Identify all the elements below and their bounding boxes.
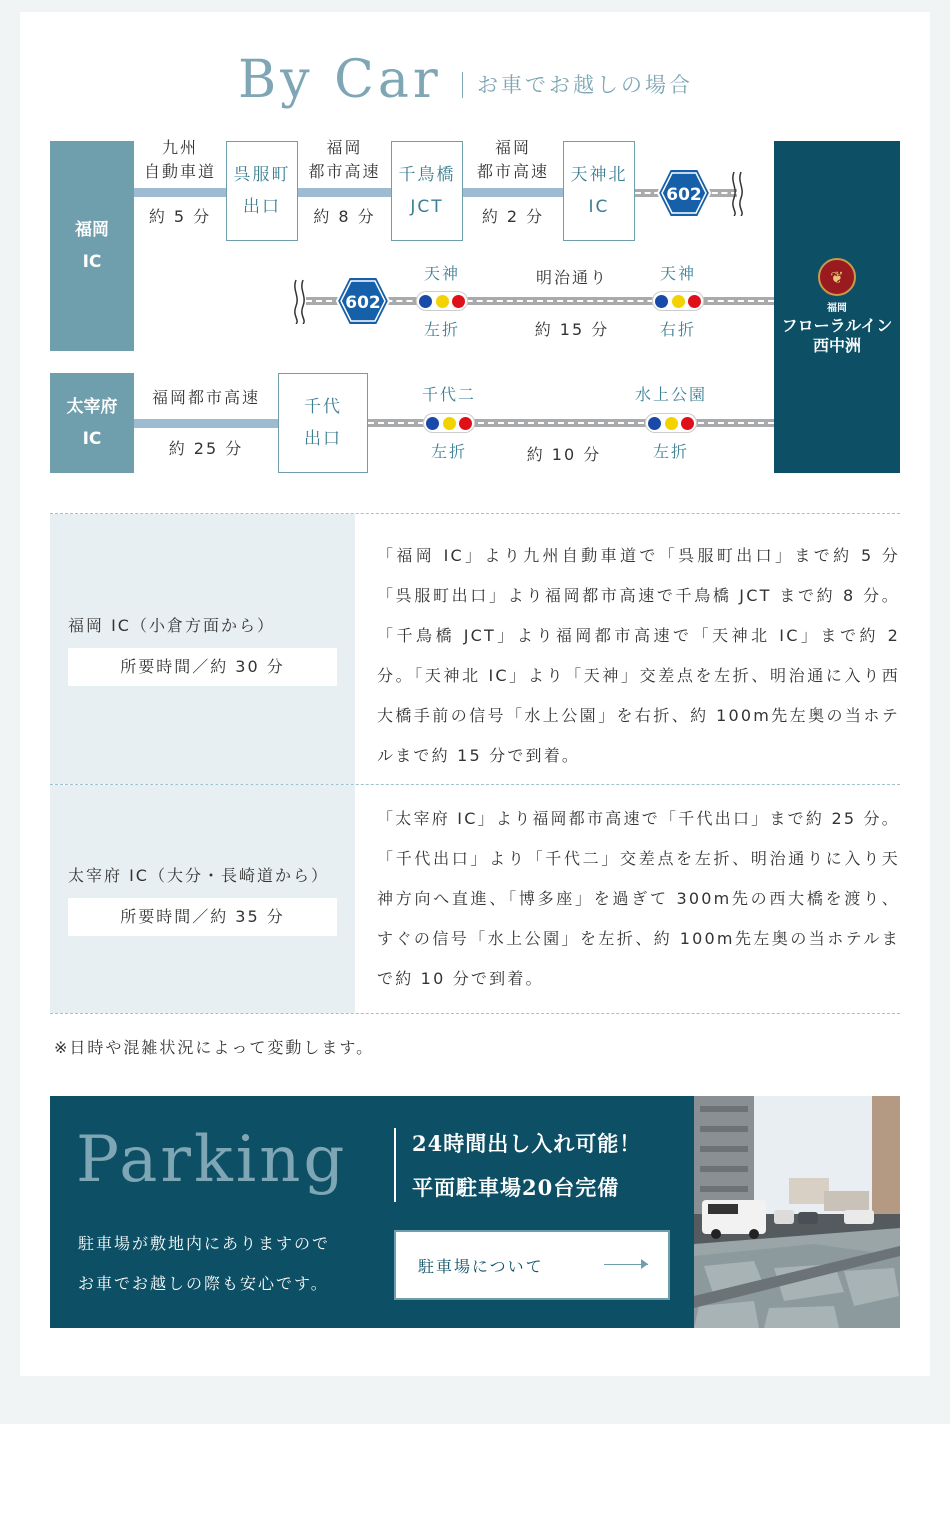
mizukami-light-top: 水上公園	[634, 385, 707, 404]
tenjin-light-top: 天神	[423, 264, 460, 283]
parking-button-label: 駐車場について	[418, 1256, 544, 1276]
seg1-name-line1: 九州	[161, 138, 198, 157]
road-segment	[134, 188, 226, 197]
road-segment	[134, 419, 278, 428]
dazaifu-ic-label-2: IC	[82, 429, 102, 449]
parking-headline-1: 24時間出し入れ可能！	[412, 1131, 642, 1156]
dazaifu-ic-label: 太宰府	[66, 397, 118, 417]
parking-info-button[interactable]	[394, 1230, 670, 1300]
parking-desc-line1: 駐車場が敷地内にありますので	[78, 1234, 331, 1253]
route-name: 太宰府 IC（大分・長崎道から）	[68, 865, 329, 885]
meiji-dori-time: 約 15 分	[534, 320, 610, 339]
dazaifu-seg1-time: 約 25 分	[168, 439, 244, 458]
tenjin-light2-top: 天神	[659, 264, 696, 283]
route-summary	[50, 785, 355, 1013]
shield-number: 602	[666, 185, 702, 205]
seg3-name	[463, 136, 563, 184]
chidoribashi-jct-box	[391, 141, 463, 241]
fukuoka-ic-label-2: IC	[82, 252, 102, 272]
seg2-time: 約 8 分	[313, 207, 376, 226]
seg2-name	[298, 136, 391, 184]
hotel-emblem-icon: ❦	[818, 258, 856, 296]
box-label-2: 出口	[304, 429, 342, 449]
route-time: 所要時間／約 30 分	[68, 648, 337, 686]
footnote: ※日時や混雑状況によって変動します。	[54, 1038, 375, 1057]
arrow-right-icon	[604, 1264, 648, 1265]
seg3-name-line2: 都市高速	[476, 162, 549, 181]
seg1-name	[134, 136, 226, 184]
hotel-block	[774, 141, 900, 473]
box-label: 呉服町	[233, 165, 291, 185]
box-label-2: 出口	[243, 197, 281, 217]
seg2-name-line2: 都市高速	[308, 162, 381, 181]
page-subtitle: お車でお越しの場合	[462, 72, 693, 98]
traffic-light-icon	[423, 413, 475, 433]
hotel-city: 福岡	[827, 303, 847, 314]
parking-headline	[412, 1122, 641, 1210]
shield-number: 602	[345, 293, 381, 313]
chiyo-exit-box	[278, 373, 368, 473]
route-602-shield-icon	[335, 275, 391, 327]
divider	[394, 1128, 396, 1202]
meiji-dori-name: 明治通り	[535, 268, 608, 287]
parking-desc-line2: お車でお越しの際も安心です。	[78, 1274, 329, 1293]
route-description: 「福岡 IC」より九州自動車道で「呉服町出口」まで約 5 分「呉服町出口」より福岡都市高速で千鳥橋 JCT まで約 8 分。「千鳥橋 JCT」より福岡都市高速で「天神北 IC」まで約 2 分。「天神北 IC」より「天神」交差点を左折、明治通に入り西大橋手前の信号「水上公園」を右折、約 100m先左奥の当ホテルまで約 15 分で到着。	[377, 546, 900, 765]
route-row	[50, 785, 900, 1014]
parking-description	[78, 1224, 330, 1304]
road-segment	[463, 188, 563, 197]
road-break-icon	[728, 170, 748, 216]
hotel-name: フローラルイン	[781, 316, 893, 335]
dazaifu-mid-time: 約 10 分	[526, 445, 602, 464]
route-time: 所要時間／約 35 分	[68, 898, 337, 936]
parking-lot-photo	[694, 1096, 900, 1328]
parking-headline-2: 平面駐車場20台完備	[412, 1175, 620, 1200]
page-title: By Car	[238, 50, 442, 110]
seg3-name-line1: 福岡	[494, 138, 531, 157]
fukuoka-ic-label: 福岡	[75, 220, 109, 240]
tenjinkita-ic-box	[563, 141, 635, 241]
dazaifu-seg1-name: 福岡都市高速	[151, 388, 260, 407]
traffic-light-icon	[416, 291, 468, 311]
route-description: 「太宰府 IC」より福岡都市高速で「千代出口」まで約 25 分。「千代出口」より「千代二」交差点を左折、明治通りに入り天神方向へ直進、「博多座」を過ぎて 300m先の西大橋を渡り、すぐの信号「水上公園」を左折、約 100m先左奥の当ホテルまで約 10 分で到着。	[377, 809, 900, 988]
seg1-time: 約 5 分	[148, 207, 212, 226]
parking-section	[50, 1096, 900, 1328]
mizukami-light-bottom: 左折	[652, 442, 689, 461]
route-name: 福岡 IC（小倉方面から）	[68, 615, 275, 635]
chiyoni-light-top: 千代二	[421, 385, 476, 404]
seg1-name-line2: 自動車道	[143, 162, 216, 181]
route-table	[50, 513, 900, 1014]
box-label: 千代	[304, 397, 342, 417]
lower-band	[0, 1424, 950, 1520]
tenjin-light2-bottom: 右折	[659, 320, 696, 339]
seg2-name-line1: 福岡	[326, 138, 363, 157]
traffic-light-icon	[652, 291, 704, 311]
hotel-name-2: 西中洲	[812, 336, 861, 355]
chiyoni-light-bottom: 左折	[430, 442, 467, 461]
route-summary	[50, 514, 355, 784]
box-label-2: IC	[588, 197, 610, 217]
seg3-time: 約 2 分	[481, 207, 545, 226]
parking-title: Parking	[76, 1123, 348, 1197]
box-label: 千鳥橋	[398, 165, 456, 185]
tenjin-light-bottom: 左折	[423, 320, 460, 339]
dazaifu-ic-block	[50, 373, 134, 473]
kurefukumachi-exit-box	[226, 141, 298, 241]
box-label-2: JCT	[410, 197, 444, 217]
traffic-light-icon	[645, 413, 697, 433]
box-label: 天神北	[570, 165, 628, 185]
fukuoka-ic-block	[50, 141, 134, 351]
route-row	[50, 514, 900, 785]
route-602-shield-icon	[656, 167, 712, 219]
road-segment	[298, 188, 391, 197]
